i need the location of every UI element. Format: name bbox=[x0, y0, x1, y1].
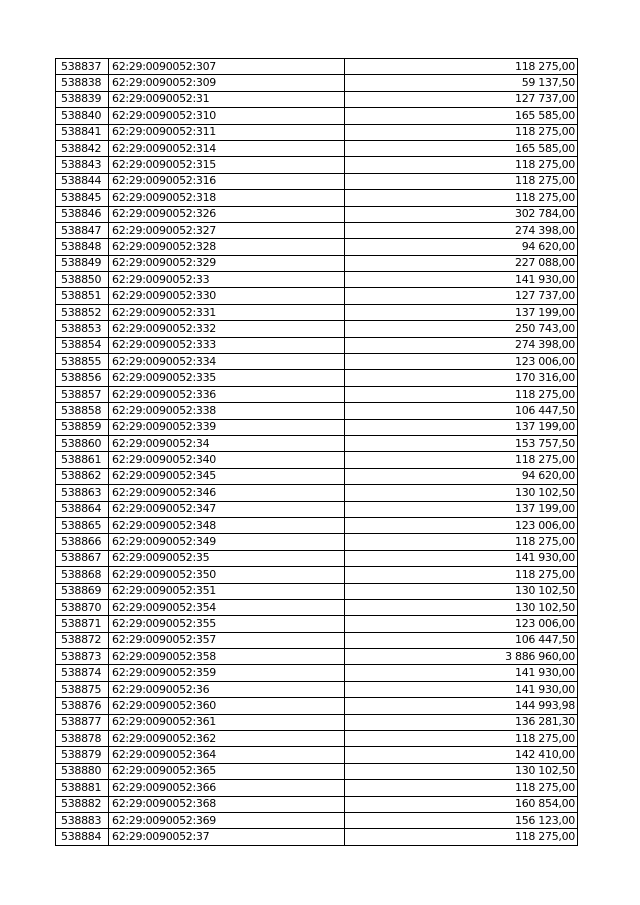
value-cell: 127 737,00 bbox=[345, 288, 578, 304]
row-number-cell: 538840 bbox=[56, 108, 109, 124]
cadastral-number-cell: 62:29:0090052:366 bbox=[109, 780, 345, 796]
table-row bbox=[56, 731, 578, 747]
row-number-cell: 538877 bbox=[56, 714, 109, 730]
value-cell: 141 930,00 bbox=[345, 665, 578, 681]
row-number-cell: 538857 bbox=[56, 386, 109, 402]
value-cell: 165 585,00 bbox=[345, 140, 578, 156]
cadastral-number-cell: 62:29:0090052:340 bbox=[109, 452, 345, 468]
value-cell: 118 275,00 bbox=[345, 829, 578, 845]
table-row bbox=[56, 255, 578, 271]
cadastral-number-cell: 62:29:0090052:314 bbox=[109, 140, 345, 156]
cadastral-number-cell: 62:29:0090052:369 bbox=[109, 812, 345, 828]
row-number-cell: 538841 bbox=[56, 124, 109, 140]
cadastral-number-cell: 62:29:0090052:307 bbox=[109, 59, 345, 75]
value-cell: 118 275,00 bbox=[345, 386, 578, 402]
table-row bbox=[56, 173, 578, 189]
table-row bbox=[56, 206, 578, 222]
value-cell: 136 281,30 bbox=[345, 714, 578, 730]
value-cell: 94 620,00 bbox=[345, 468, 578, 484]
value-cell: 165 585,00 bbox=[345, 108, 578, 124]
value-cell: 118 275,00 bbox=[345, 157, 578, 173]
table-row bbox=[56, 435, 578, 451]
row-number-cell: 538880 bbox=[56, 763, 109, 779]
table-row bbox=[56, 567, 578, 583]
row-number-cell: 538862 bbox=[56, 468, 109, 484]
cadastral-number-cell: 62:29:0090052:348 bbox=[109, 517, 345, 533]
cadastral-number-cell: 62:29:0090052:347 bbox=[109, 501, 345, 517]
value-cell: 59 137,50 bbox=[345, 75, 578, 91]
cadastral-number-cell: 62:29:0090052:368 bbox=[109, 796, 345, 812]
row-number-cell: 538839 bbox=[56, 91, 109, 107]
table-row bbox=[56, 386, 578, 402]
table-row bbox=[56, 222, 578, 238]
row-number-cell: 538849 bbox=[56, 255, 109, 271]
value-cell: 118 275,00 bbox=[345, 59, 578, 75]
cadastral-number-cell: 62:29:0090052:335 bbox=[109, 370, 345, 386]
value-cell: 137 199,00 bbox=[345, 501, 578, 517]
row-number-cell: 538852 bbox=[56, 304, 109, 320]
table-row bbox=[56, 108, 578, 124]
row-number-cell: 538867 bbox=[56, 550, 109, 566]
cadastral-number-cell: 62:29:0090052:33 bbox=[109, 272, 345, 288]
cadastral-number-cell: 62:29:0090052:31 bbox=[109, 91, 345, 107]
row-number-cell: 538842 bbox=[56, 140, 109, 156]
cadastral-number-cell: 62:29:0090052:329 bbox=[109, 255, 345, 271]
table-row bbox=[56, 763, 578, 779]
row-number-cell: 538846 bbox=[56, 206, 109, 222]
row-number-cell: 538861 bbox=[56, 452, 109, 468]
value-cell: 118 275,00 bbox=[345, 567, 578, 583]
table-row bbox=[56, 632, 578, 648]
cadastral-number-cell: 62:29:0090052:332 bbox=[109, 321, 345, 337]
row-number-cell: 538874 bbox=[56, 665, 109, 681]
value-cell: 250 743,00 bbox=[345, 321, 578, 337]
value-cell: 302 784,00 bbox=[345, 206, 578, 222]
table-row bbox=[56, 517, 578, 533]
row-number-cell: 538876 bbox=[56, 698, 109, 714]
cadastral-number-cell: 62:29:0090052:331 bbox=[109, 304, 345, 320]
cadastral-number-cell: 62:29:0090052:333 bbox=[109, 337, 345, 353]
cadastral-number-cell: 62:29:0090052:327 bbox=[109, 222, 345, 238]
row-number-cell: 538850 bbox=[56, 272, 109, 288]
row-number-cell: 538883 bbox=[56, 812, 109, 828]
row-number-cell: 538858 bbox=[56, 403, 109, 419]
cadastral-number-cell: 62:29:0090052:309 bbox=[109, 75, 345, 91]
row-number-cell: 538870 bbox=[56, 599, 109, 615]
table-row bbox=[56, 550, 578, 566]
value-cell: 160 854,00 bbox=[345, 796, 578, 812]
document-page bbox=[55, 58, 577, 846]
row-number-cell: 538843 bbox=[56, 157, 109, 173]
table-row bbox=[56, 370, 578, 386]
cadastral-number-cell: 62:29:0090052:361 bbox=[109, 714, 345, 730]
table-row bbox=[56, 780, 578, 796]
table-body bbox=[56, 59, 578, 846]
cadastral-number-cell: 62:29:0090052:362 bbox=[109, 731, 345, 747]
cadastral-number-cell: 62:29:0090052:360 bbox=[109, 698, 345, 714]
row-number-cell: 538848 bbox=[56, 239, 109, 255]
value-cell: 156 123,00 bbox=[345, 812, 578, 828]
cadastral-number-cell: 62:29:0090052:355 bbox=[109, 616, 345, 632]
table-row bbox=[56, 124, 578, 140]
table-row bbox=[56, 419, 578, 435]
cadastral-number-cell: 62:29:0090052:34 bbox=[109, 435, 345, 451]
row-number-cell: 538837 bbox=[56, 59, 109, 75]
value-cell: 141 930,00 bbox=[345, 550, 578, 566]
row-number-cell: 538863 bbox=[56, 485, 109, 501]
row-number-cell: 538881 bbox=[56, 780, 109, 796]
value-cell: 94 620,00 bbox=[345, 239, 578, 255]
value-cell: 130 102,50 bbox=[345, 763, 578, 779]
table-row bbox=[56, 616, 578, 632]
row-number-cell: 538869 bbox=[56, 583, 109, 599]
cadastral-number-cell: 62:29:0090052:358 bbox=[109, 649, 345, 665]
cadastral-number-cell: 62:29:0090052:346 bbox=[109, 485, 345, 501]
table-row bbox=[56, 714, 578, 730]
cadastral-number-cell: 62:29:0090052:36 bbox=[109, 681, 345, 697]
row-number-cell: 538868 bbox=[56, 567, 109, 583]
row-number-cell: 538859 bbox=[56, 419, 109, 435]
row-number-cell: 538866 bbox=[56, 534, 109, 550]
table-row bbox=[56, 649, 578, 665]
table-row bbox=[56, 272, 578, 288]
cadastral-number-cell: 62:29:0090052:318 bbox=[109, 190, 345, 206]
table-row bbox=[56, 583, 578, 599]
table-row bbox=[56, 501, 578, 517]
row-number-cell: 538860 bbox=[56, 435, 109, 451]
table-row bbox=[56, 354, 578, 370]
cadastral-number-cell: 62:29:0090052:336 bbox=[109, 386, 345, 402]
table-row bbox=[56, 75, 578, 91]
row-number-cell: 538872 bbox=[56, 632, 109, 648]
value-cell: 106 447,50 bbox=[345, 403, 578, 419]
cadastral-number-cell: 62:29:0090052:350 bbox=[109, 567, 345, 583]
value-cell: 118 275,00 bbox=[345, 452, 578, 468]
cadastral-number-cell: 62:29:0090052:328 bbox=[109, 239, 345, 255]
value-cell: 123 006,00 bbox=[345, 616, 578, 632]
cadastral-number-cell: 62:29:0090052:357 bbox=[109, 632, 345, 648]
table-row bbox=[56, 829, 578, 845]
cadastral-number-cell: 62:29:0090052:310 bbox=[109, 108, 345, 124]
value-cell: 130 102,50 bbox=[345, 599, 578, 615]
table-row bbox=[56, 140, 578, 156]
table-row bbox=[56, 812, 578, 828]
cadastral-number-cell: 62:29:0090052:35 bbox=[109, 550, 345, 566]
row-number-cell: 538838 bbox=[56, 75, 109, 91]
cadastral-number-cell: 62:29:0090052:316 bbox=[109, 173, 345, 189]
cadastral-number-cell: 62:29:0090052:330 bbox=[109, 288, 345, 304]
value-cell: 123 006,00 bbox=[345, 354, 578, 370]
table-row bbox=[56, 239, 578, 255]
row-number-cell: 538855 bbox=[56, 354, 109, 370]
table-row bbox=[56, 321, 578, 337]
value-cell: 141 930,00 bbox=[345, 681, 578, 697]
row-number-cell: 538873 bbox=[56, 649, 109, 665]
row-number-cell: 538844 bbox=[56, 173, 109, 189]
table-row bbox=[56, 190, 578, 206]
value-cell: 153 757,50 bbox=[345, 435, 578, 451]
cadastral-number-cell: 62:29:0090052:359 bbox=[109, 665, 345, 681]
row-number-cell: 538851 bbox=[56, 288, 109, 304]
value-cell: 123 006,00 bbox=[345, 517, 578, 533]
value-cell: 127 737,00 bbox=[345, 91, 578, 107]
value-cell: 227 088,00 bbox=[345, 255, 578, 271]
cadastral-number-cell: 62:29:0090052:37 bbox=[109, 829, 345, 845]
row-number-cell: 538856 bbox=[56, 370, 109, 386]
table-row bbox=[56, 747, 578, 763]
table-row bbox=[56, 403, 578, 419]
value-cell: 118 275,00 bbox=[345, 124, 578, 140]
cadastral-number-cell: 62:29:0090052:345 bbox=[109, 468, 345, 484]
value-cell: 141 930,00 bbox=[345, 272, 578, 288]
table-row bbox=[56, 534, 578, 550]
row-number-cell: 538864 bbox=[56, 501, 109, 517]
table-row bbox=[56, 485, 578, 501]
table-row bbox=[56, 665, 578, 681]
value-cell: 118 275,00 bbox=[345, 731, 578, 747]
table-row bbox=[56, 599, 578, 615]
row-number-cell: 538853 bbox=[56, 321, 109, 337]
value-cell: 137 199,00 bbox=[345, 304, 578, 320]
table-row bbox=[56, 681, 578, 697]
value-cell: 118 275,00 bbox=[345, 534, 578, 550]
value-cell: 130 102,50 bbox=[345, 583, 578, 599]
row-number-cell: 538884 bbox=[56, 829, 109, 845]
cadastral-number-cell: 62:29:0090052:334 bbox=[109, 354, 345, 370]
value-cell: 170 316,00 bbox=[345, 370, 578, 386]
row-number-cell: 538882 bbox=[56, 796, 109, 812]
value-cell: 118 275,00 bbox=[345, 780, 578, 796]
value-cell: 118 275,00 bbox=[345, 173, 578, 189]
value-cell: 142 410,00 bbox=[345, 747, 578, 763]
cadastral-number-cell: 62:29:0090052:315 bbox=[109, 157, 345, 173]
cadastral-number-cell: 62:29:0090052:351 bbox=[109, 583, 345, 599]
table-row bbox=[56, 796, 578, 812]
value-cell: 274 398,00 bbox=[345, 337, 578, 353]
table-row bbox=[56, 468, 578, 484]
row-number-cell: 538854 bbox=[56, 337, 109, 353]
table-row bbox=[56, 304, 578, 320]
row-number-cell: 538871 bbox=[56, 616, 109, 632]
value-cell: 137 199,00 bbox=[345, 419, 578, 435]
table-row bbox=[56, 452, 578, 468]
table-row bbox=[56, 59, 578, 75]
cadastral-number-cell: 62:29:0090052:338 bbox=[109, 403, 345, 419]
row-number-cell: 538865 bbox=[56, 517, 109, 533]
value-cell: 274 398,00 bbox=[345, 222, 578, 238]
cadastral-number-cell: 62:29:0090052:354 bbox=[109, 599, 345, 615]
table-row bbox=[56, 91, 578, 107]
cadastral-number-cell: 62:29:0090052:364 bbox=[109, 747, 345, 763]
table-row bbox=[56, 157, 578, 173]
row-number-cell: 538875 bbox=[56, 681, 109, 697]
value-cell: 106 447,50 bbox=[345, 632, 578, 648]
value-cell: 130 102,50 bbox=[345, 485, 578, 501]
row-number-cell: 538845 bbox=[56, 190, 109, 206]
cadastral-value-table bbox=[55, 58, 578, 846]
table-row bbox=[56, 288, 578, 304]
cadastral-number-cell: 62:29:0090052:326 bbox=[109, 206, 345, 222]
table-row bbox=[56, 698, 578, 714]
table-row bbox=[56, 337, 578, 353]
value-cell: 144 993,98 bbox=[345, 698, 578, 714]
cadastral-number-cell: 62:29:0090052:349 bbox=[109, 534, 345, 550]
row-number-cell: 538878 bbox=[56, 731, 109, 747]
cadastral-number-cell: 62:29:0090052:311 bbox=[109, 124, 345, 140]
value-cell: 3 886 960,00 bbox=[345, 649, 578, 665]
row-number-cell: 538879 bbox=[56, 747, 109, 763]
value-cell: 118 275,00 bbox=[345, 190, 578, 206]
cadastral-number-cell: 62:29:0090052:365 bbox=[109, 763, 345, 779]
cadastral-number-cell: 62:29:0090052:339 bbox=[109, 419, 345, 435]
row-number-cell: 538847 bbox=[56, 222, 109, 238]
